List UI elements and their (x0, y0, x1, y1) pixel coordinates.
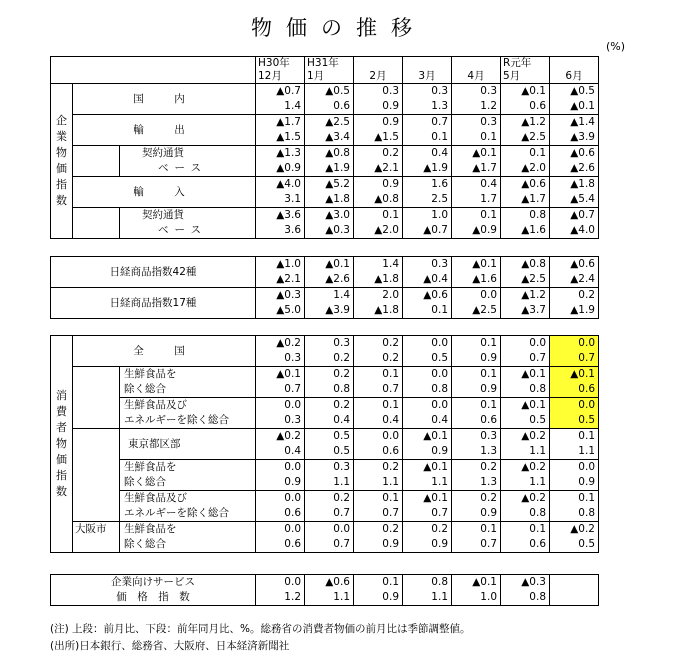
cell: 1.1 (403, 590, 452, 606)
col-header: H30年 12月 (256, 57, 305, 84)
cell: ▲3.6 (256, 208, 305, 224)
cell: 0.1 (501, 522, 550, 538)
col-header: H31年 1月 (305, 57, 354, 84)
cell: 0.2 (305, 367, 354, 383)
cell: 0.7 (354, 382, 403, 398)
cell: 1.6 (403, 177, 452, 193)
cell: 1.1 (403, 475, 452, 491)
cell: ▲0.1 (403, 491, 452, 507)
cell: 1.2 (256, 590, 305, 606)
table-row (51, 460, 599, 476)
cell: 0.3 (452, 84, 501, 100)
cell: 0.2 (354, 336, 403, 352)
cell: ▲3.9 (550, 130, 599, 146)
cell: ▲2.5 (452, 303, 501, 319)
nikkei-table (50, 256, 599, 319)
cell: 0.0 (256, 491, 305, 507)
cell: 0.6 (501, 99, 550, 115)
highlighted-cell: ▲0.1 (550, 367, 599, 383)
row-label: 契約通貨 (120, 146, 256, 162)
unit-label: (%) (605, 40, 625, 53)
cell: ▲1.6 (501, 223, 550, 239)
cell: 0.1 (501, 146, 550, 162)
cell: 0.7 (403, 506, 452, 522)
cell: 0.5 (305, 444, 354, 460)
cell: 0.2 (305, 491, 354, 507)
cell: 0.3 (452, 115, 501, 131)
table-row (51, 84, 599, 100)
cell: ▲0.9 (256, 161, 305, 177)
row-label: 生鮮食品を (120, 367, 256, 383)
cell: 0.6 (256, 537, 305, 553)
cell: 0.4 (305, 413, 354, 429)
cell: ▲3.4 (305, 130, 354, 146)
cell: 1.4 (256, 99, 305, 115)
cell: ▲0.1 (501, 84, 550, 100)
row-label: ベース (120, 223, 256, 239)
cell: ▲0.2 (501, 429, 550, 445)
row-label: 国 内 (73, 84, 256, 115)
cell: 0.9 (256, 475, 305, 491)
cell: 0.1 (403, 130, 452, 146)
cell: 0.0 (256, 460, 305, 476)
cell: 1.3 (452, 444, 501, 460)
cell: 0.6 (305, 99, 354, 115)
cell: 2.5 (403, 192, 452, 208)
cell: 1.7 (452, 192, 501, 208)
row-label: 生鮮食品を (120, 522, 256, 538)
cgpi-group-label: 企業物価指数 (51, 84, 73, 239)
cell: 0.0 (452, 288, 501, 304)
cell: ▲0.3 (305, 223, 354, 239)
cell: 0.9 (452, 382, 501, 398)
cell: 0.2 (452, 460, 501, 476)
cell: ▲2.0 (354, 223, 403, 239)
cell: 0.5 (305, 429, 354, 445)
cell: ▲0.7 (256, 84, 305, 100)
cell: ▲0.2 (501, 491, 550, 507)
cell: 1.3 (452, 475, 501, 491)
cell: 0.3 (305, 336, 354, 352)
cell: 0.0 (256, 575, 305, 591)
col-header: 2月 (354, 57, 403, 84)
table-row (51, 575, 599, 591)
cell: ▲1.4 (550, 115, 599, 131)
cell: ▲2.4 (550, 272, 599, 288)
cell: 1.1 (550, 444, 599, 460)
cell: ▲0.1 (452, 257, 501, 273)
cell: 0.8 (403, 575, 452, 591)
cell: 0.3 (256, 351, 305, 367)
cell: 0.0 (305, 522, 354, 538)
cell: ▲0.8 (501, 257, 550, 273)
cell: 1.4 (354, 257, 403, 273)
row-label: 日経商品指数42種 (51, 257, 256, 288)
cell: 0.4 (403, 146, 452, 162)
cell: ▲0.1 (501, 367, 550, 383)
cell: ▲1.8 (305, 192, 354, 208)
col-header: 4月 (452, 57, 501, 84)
cell: 0.2 (305, 351, 354, 367)
cell: 0.0 (354, 429, 403, 445)
row-label: 全 国 (73, 336, 256, 367)
cell: ▲1.8 (354, 303, 403, 319)
cell: ▲1.8 (550, 177, 599, 193)
cell: 0.0 (501, 336, 550, 352)
row-label: 日経商品指数17種 (51, 288, 256, 319)
cell: 0.3 (354, 84, 403, 100)
cell: ▲1.9 (403, 161, 452, 177)
highlighted-cell: 0.5 (550, 413, 599, 429)
cell: 0.2 (452, 491, 501, 507)
highlighted-cell: 0.7 (550, 351, 599, 367)
cell: 0.1 (550, 429, 599, 445)
cell: 0.0 (550, 460, 599, 476)
cell: 0.1 (354, 491, 403, 507)
row-label: 輸 出 (73, 115, 256, 146)
cell: 0.0 (256, 522, 305, 538)
cell: ▲2.0 (501, 161, 550, 177)
table-row (51, 208, 599, 224)
osaka-label: 大阪市 (73, 522, 120, 553)
table-row (51, 257, 599, 273)
row-label: 除く総合 (120, 537, 256, 553)
table-row (51, 491, 599, 507)
table-row (51, 522, 599, 538)
cell: 0.7 (256, 382, 305, 398)
table-row (51, 413, 599, 429)
cell: 0.3 (403, 84, 452, 100)
cell: 1.1 (305, 590, 354, 606)
cell: 0.9 (452, 351, 501, 367)
source-note: (出所)日本銀行、総務省、大阪府、日本経済新聞社 (50, 640, 290, 652)
cell: ▲1.6 (452, 272, 501, 288)
table-row (51, 475, 599, 491)
cell: ▲3.7 (501, 303, 550, 319)
cell: ▲0.6 (305, 575, 354, 591)
cell: ▲0.6 (550, 146, 599, 162)
cell: ▲2.5 (501, 130, 550, 146)
cell: 0.7 (305, 506, 354, 522)
cell: 0.4 (452, 177, 501, 193)
cell: 0.8 (501, 590, 550, 606)
row-label: 契約通貨 (120, 208, 256, 224)
cell: 0.7 (452, 537, 501, 553)
table-row (51, 506, 599, 522)
cell: 0.1 (452, 398, 501, 414)
cell: ▲2.1 (354, 161, 403, 177)
cell: 0.0 (403, 398, 452, 414)
cell: 0.6 (354, 444, 403, 460)
row-label: 企業向けサービス (51, 575, 256, 591)
cell: ▲0.2 (256, 429, 305, 445)
cell: 2.0 (354, 288, 403, 304)
row-label: ベース (120, 161, 256, 177)
cell: ▲5.4 (550, 192, 599, 208)
cell: ▲0.7 (550, 208, 599, 224)
indent-blank (73, 429, 120, 522)
cell: ▲0.1 (452, 575, 501, 591)
table-row (51, 288, 599, 304)
cell: 0.9 (354, 115, 403, 131)
cell: 0.3 (452, 429, 501, 445)
cell: ▲0.8 (354, 192, 403, 208)
table-row (51, 223, 599, 239)
cell: 0.1 (354, 398, 403, 414)
cpi-table (50, 335, 599, 553)
cell: 0.1 (452, 522, 501, 538)
row-label: 輸 入 (73, 177, 256, 208)
cell: 0.2 (403, 522, 452, 538)
cell: 0.7 (403, 115, 452, 131)
cell: 0.6 (501, 537, 550, 553)
header-row (51, 57, 599, 84)
cell: 1.0 (452, 590, 501, 606)
page-title: 物価の推移 (251, 16, 426, 40)
row-label: 価 格 指 数 (51, 590, 256, 606)
col-header: R元年 5月 (501, 57, 550, 84)
cell: 3.6 (256, 223, 305, 239)
cell: 0.3 (256, 413, 305, 429)
cell: ▲0.1 (550, 99, 599, 115)
cell: 0.7 (305, 537, 354, 553)
row-label: 除く総合 (120, 382, 256, 398)
cell: ▲2.1 (256, 272, 305, 288)
cell: 1.1 (354, 475, 403, 491)
cell: 0.7 (354, 506, 403, 522)
cell: 0.4 (256, 444, 305, 460)
cell: 0.9 (452, 506, 501, 522)
highlighted-cell: 0.6 (550, 382, 599, 398)
cell: ▲0.5 (550, 84, 599, 100)
cell (550, 575, 599, 591)
cell: 0.9 (403, 444, 452, 460)
cell: 0.0 (403, 336, 452, 352)
cell: 0.7 (501, 351, 550, 367)
cell (550, 590, 599, 606)
cell: ▲4.0 (550, 223, 599, 239)
cell: ▲3.9 (305, 303, 354, 319)
cell: 0.0 (256, 398, 305, 414)
cell: 0.3 (305, 460, 354, 476)
cell: ▲0.2 (550, 522, 599, 538)
cell: 1.1 (305, 475, 354, 491)
row-label: 生鮮食品を (120, 460, 256, 476)
col-header: 6月 (550, 57, 599, 84)
cell: 0.1 (354, 208, 403, 224)
cell: 0.6 (452, 413, 501, 429)
cell: ▲0.1 (403, 460, 452, 476)
table-row (51, 115, 599, 131)
cell: 0.1 (403, 303, 452, 319)
cell: 0.9 (354, 99, 403, 115)
cell: 0.2 (550, 288, 599, 304)
cell: ▲0.4 (403, 272, 452, 288)
table-row (51, 429, 599, 445)
cell: 0.3 (403, 257, 452, 273)
cell: 0.4 (354, 413, 403, 429)
cell: 0.1 (452, 336, 501, 352)
cell: 0.9 (354, 590, 403, 606)
cell: 1.4 (305, 288, 354, 304)
cell: ▲0.9 (452, 223, 501, 239)
cpi-group-label: 消費者物価指数 (51, 336, 73, 553)
cell: ▲0.6 (501, 177, 550, 193)
cell: ▲2.5 (305, 115, 354, 131)
cell: ▲1.2 (501, 288, 550, 304)
cell: ▲1.7 (256, 115, 305, 131)
cell: ▲1.9 (305, 161, 354, 177)
table-row (51, 146, 599, 162)
cell: 0.9 (354, 537, 403, 553)
cell: 0.8 (501, 382, 550, 398)
cell: ▲5.0 (256, 303, 305, 319)
cell: 0.4 (403, 413, 452, 429)
cell: ▲0.3 (256, 288, 305, 304)
cell: 1.1 (501, 444, 550, 460)
cell: ▲0.2 (256, 336, 305, 352)
table-row (51, 382, 599, 398)
cell: ▲0.1 (305, 257, 354, 273)
highlighted-cell: 0.0 (550, 336, 599, 352)
highlighted-cell: 0.0 (550, 398, 599, 414)
row-label: 除く総合 (120, 475, 256, 491)
table-row (51, 161, 599, 177)
cell: ▲4.0 (256, 177, 305, 193)
cell: 0.1 (452, 367, 501, 383)
cell: ▲3.0 (305, 208, 354, 224)
table-row (51, 336, 599, 352)
cell: ▲1.7 (452, 161, 501, 177)
cell: ▲0.1 (256, 367, 305, 383)
cell: 0.2 (354, 460, 403, 476)
cell: 0.6 (256, 506, 305, 522)
cell: ▲1.3 (256, 146, 305, 162)
row-label: 生鮮食品及び (120, 491, 256, 507)
cell: ▲1.9 (550, 303, 599, 319)
sppi-table (50, 574, 599, 606)
cell: 0.8 (501, 506, 550, 522)
header-blank (51, 57, 256, 84)
cell: 0.9 (403, 537, 452, 553)
cell: 0.8 (501, 208, 550, 224)
cell: 0.1 (354, 367, 403, 383)
cell: ▲0.2 (501, 460, 550, 476)
cell: 0.5 (501, 413, 550, 429)
cell: ▲0.8 (305, 146, 354, 162)
cell: 0.9 (550, 475, 599, 491)
indent-blank (73, 367, 120, 429)
indent-blank (73, 146, 120, 177)
table-row (51, 398, 599, 414)
cell: 0.8 (403, 382, 452, 398)
cell: ▲2.6 (305, 272, 354, 288)
cell: 1.2 (452, 99, 501, 115)
table-row (51, 177, 599, 193)
cell: 0.1 (354, 575, 403, 591)
cell: 0.2 (354, 146, 403, 162)
cell: 0.2 (354, 351, 403, 367)
cell: ▲0.1 (501, 398, 550, 414)
cell: ▲0.1 (403, 429, 452, 445)
table-row (51, 537, 599, 553)
cgpi-table (50, 56, 599, 239)
cell: 0.1 (452, 130, 501, 146)
cell: ▲1.0 (256, 257, 305, 273)
cell: ▲2.5 (501, 272, 550, 288)
table-row (51, 590, 599, 606)
cell: 0.8 (550, 506, 599, 522)
cell: 0.2 (305, 398, 354, 414)
cell: 0.1 (452, 208, 501, 224)
cell: 1.1 (501, 475, 550, 491)
cell: 0.5 (550, 537, 599, 553)
cell: 1.3 (403, 99, 452, 115)
row-label: エネルギーを除く総合 (120, 413, 256, 429)
cell: ▲2.6 (550, 161, 599, 177)
cell: ▲0.1 (452, 146, 501, 162)
cell: ▲0.7 (403, 223, 452, 239)
cell: ▲1.8 (354, 272, 403, 288)
cell: 0.9 (354, 177, 403, 193)
cell: 1.0 (403, 208, 452, 224)
cell: ▲1.5 (354, 130, 403, 146)
cell: ▲1.7 (501, 192, 550, 208)
cell: ▲1.2 (501, 115, 550, 131)
cell: 0.0 (403, 367, 452, 383)
footnote: (注) 上段：前月比、下段：前年同月比、%。総務省の消費者物価の前月比は季節調整値。 (50, 623, 471, 635)
cell: 0.5 (403, 351, 452, 367)
cell: ▲0.6 (403, 288, 452, 304)
cell: ▲0.6 (550, 257, 599, 273)
cell: 0.1 (550, 491, 599, 507)
cell: ▲1.5 (256, 130, 305, 146)
cell: ▲0.5 (305, 84, 354, 100)
col-header: 3月 (403, 57, 452, 84)
row-label: 東京都区部 (120, 429, 256, 460)
table-row (51, 367, 599, 383)
cell: ▲0.3 (501, 575, 550, 591)
cell: 0.8 (305, 382, 354, 398)
row-label: 生鮮食品及び (120, 398, 256, 414)
indent-blank (73, 208, 120, 239)
cell: ▲5.2 (305, 177, 354, 193)
cell: 3.1 (256, 192, 305, 208)
cell: 0.2 (354, 522, 403, 538)
row-label: エネルギーを除く総合 (120, 506, 256, 522)
